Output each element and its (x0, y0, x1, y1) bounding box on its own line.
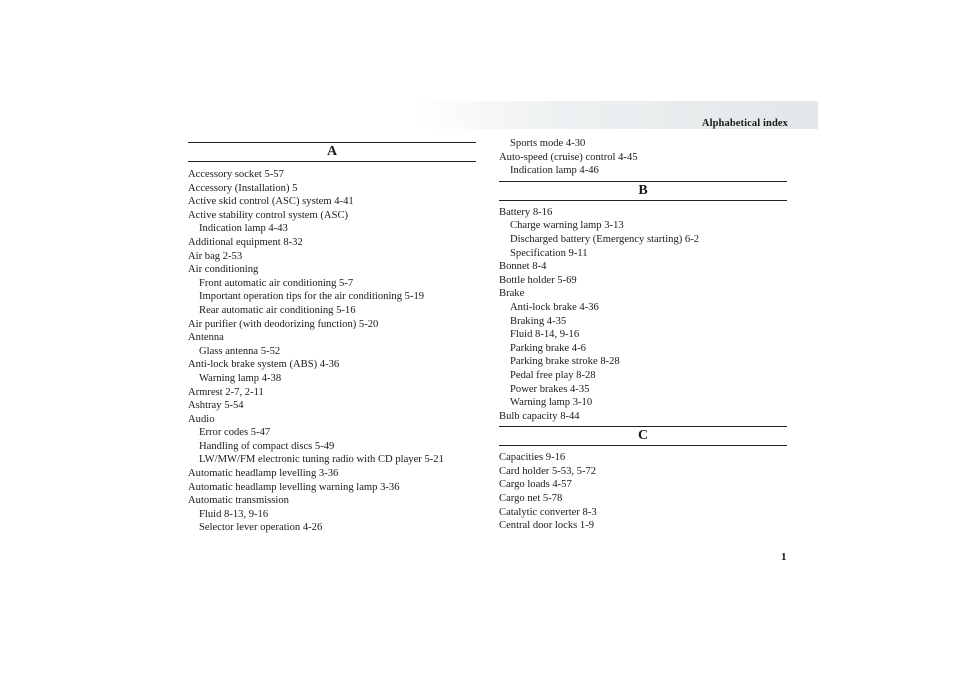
index-entry: Additional equipment 8-32 (188, 236, 303, 248)
index-entry: Battery 8-16 (499, 206, 553, 218)
index-entry: Air bag 2-53 (188, 250, 243, 262)
index-subentry: Braking 4-35 (510, 315, 567, 327)
index-subentry: Specification 9-11 (510, 247, 588, 259)
index-entry: Automatic transmission (188, 495, 289, 507)
index-column-left (188, 142, 476, 535)
index-entry: Catalytic converter 8-3 (499, 506, 597, 518)
index-entry: Active skid control (ASC) system 4-41 (188, 196, 354, 208)
index-entry: Armrest 2-7, 2-11 (188, 386, 264, 398)
index-entry: Air purifier (with deodorizing function) 5-20 (188, 318, 379, 330)
index-subentry: Selector lever operation 4-26 (199, 522, 323, 534)
index-entry: Accessory (Installation) 5 (188, 182, 298, 194)
page-number: 1 (781, 551, 787, 563)
index-entry: Anti-lock brake system (ABS) 4-36 (188, 359, 340, 371)
continued-entries (499, 137, 787, 178)
index-entry: Ashtray 5-54 (188, 400, 244, 412)
index-entry: Capacities 9-16 (499, 452, 566, 464)
index-entry: Air conditioning (188, 264, 259, 276)
index-entry: Central door locks 1-9 (499, 520, 595, 532)
index-entry: Audio (188, 413, 215, 425)
index-entry: Bottle holder 5-69 (499, 274, 577, 286)
section-entries-c (499, 451, 787, 533)
index-entry: Antenna (188, 332, 224, 344)
index-entry: Bonnet 8-4 (499, 261, 547, 273)
section-heading-a: A (188, 142, 476, 162)
index-subentry: LW/MW/FM electronic tuning radio with CD player 5-21 (199, 454, 444, 466)
section-entries-a (188, 168, 476, 535)
section-heading-b: B (499, 181, 787, 201)
index-subentry: Parking brake 4-6 (510, 342, 586, 354)
index-subentry: Glass antenna 5-52 (199, 345, 281, 357)
index-subentry: Sports mode 4-30 (510, 138, 586, 149)
index-entry: Bulb capacity 8-44 (499, 410, 580, 422)
index-subentry: Discharged battery (Emergency starting) 6-2 (510, 233, 700, 245)
section-entries-b (499, 206, 787, 424)
index-entry: Automatic headlamp levelling warning lamp 3-36 (188, 481, 400, 493)
index-subentry: Front automatic air conditioning 5-7 (199, 277, 354, 289)
index-subentry: Anti-lock brake 4-36 (510, 301, 599, 313)
index-subentry: Indication lamp 4-43 (199, 223, 288, 235)
index-subentry: Power brakes 4-35 (510, 383, 590, 395)
index-subentry: Warning lamp 3-10 (510, 397, 593, 409)
index-subentry: Important operation tips for the air conditioning 5-19 (199, 291, 425, 303)
index-entry: Cargo net 5-78 (499, 493, 563, 505)
index-subentry: Charge warning lamp 3-13 (510, 220, 624, 232)
index-subentry: Parking brake stroke 8-28 (510, 356, 620, 368)
index-subentry: Error codes 5-47 (199, 427, 271, 439)
index-subentry: Indication lamp 4-46 (510, 165, 599, 177)
index-entry: Auto-speed (cruise) control 4-45 (499, 151, 638, 163)
index-entry: Accessory socket 5-57 (188, 169, 284, 180)
index-entry: Cargo loads 4-57 (499, 479, 572, 491)
index-subentry: Pedal free play 8-28 (510, 369, 596, 381)
index-subentry: Warning lamp 4-38 (199, 372, 282, 384)
index-subentry: Rear automatic air conditioning 5-16 (199, 304, 356, 316)
page-header-title: Alphabetical index (701, 118, 788, 129)
section-heading-c: C (499, 426, 787, 446)
index-entry: Brake (499, 288, 525, 300)
index-subentry: Fluid 8-14, 9-16 (510, 329, 580, 341)
index-entry: Active stability control system (ASC) (188, 209, 349, 221)
index-entry: Automatic headlamp levelling 3-36 (188, 468, 339, 480)
index-subentry: Fluid 8-13, 9-16 (199, 508, 269, 520)
index-subentry: Handling of compact discs 5-49 (199, 440, 335, 452)
index-column-right (499, 137, 787, 533)
index-entry: Card holder 5-53, 5-72 (499, 465, 597, 477)
